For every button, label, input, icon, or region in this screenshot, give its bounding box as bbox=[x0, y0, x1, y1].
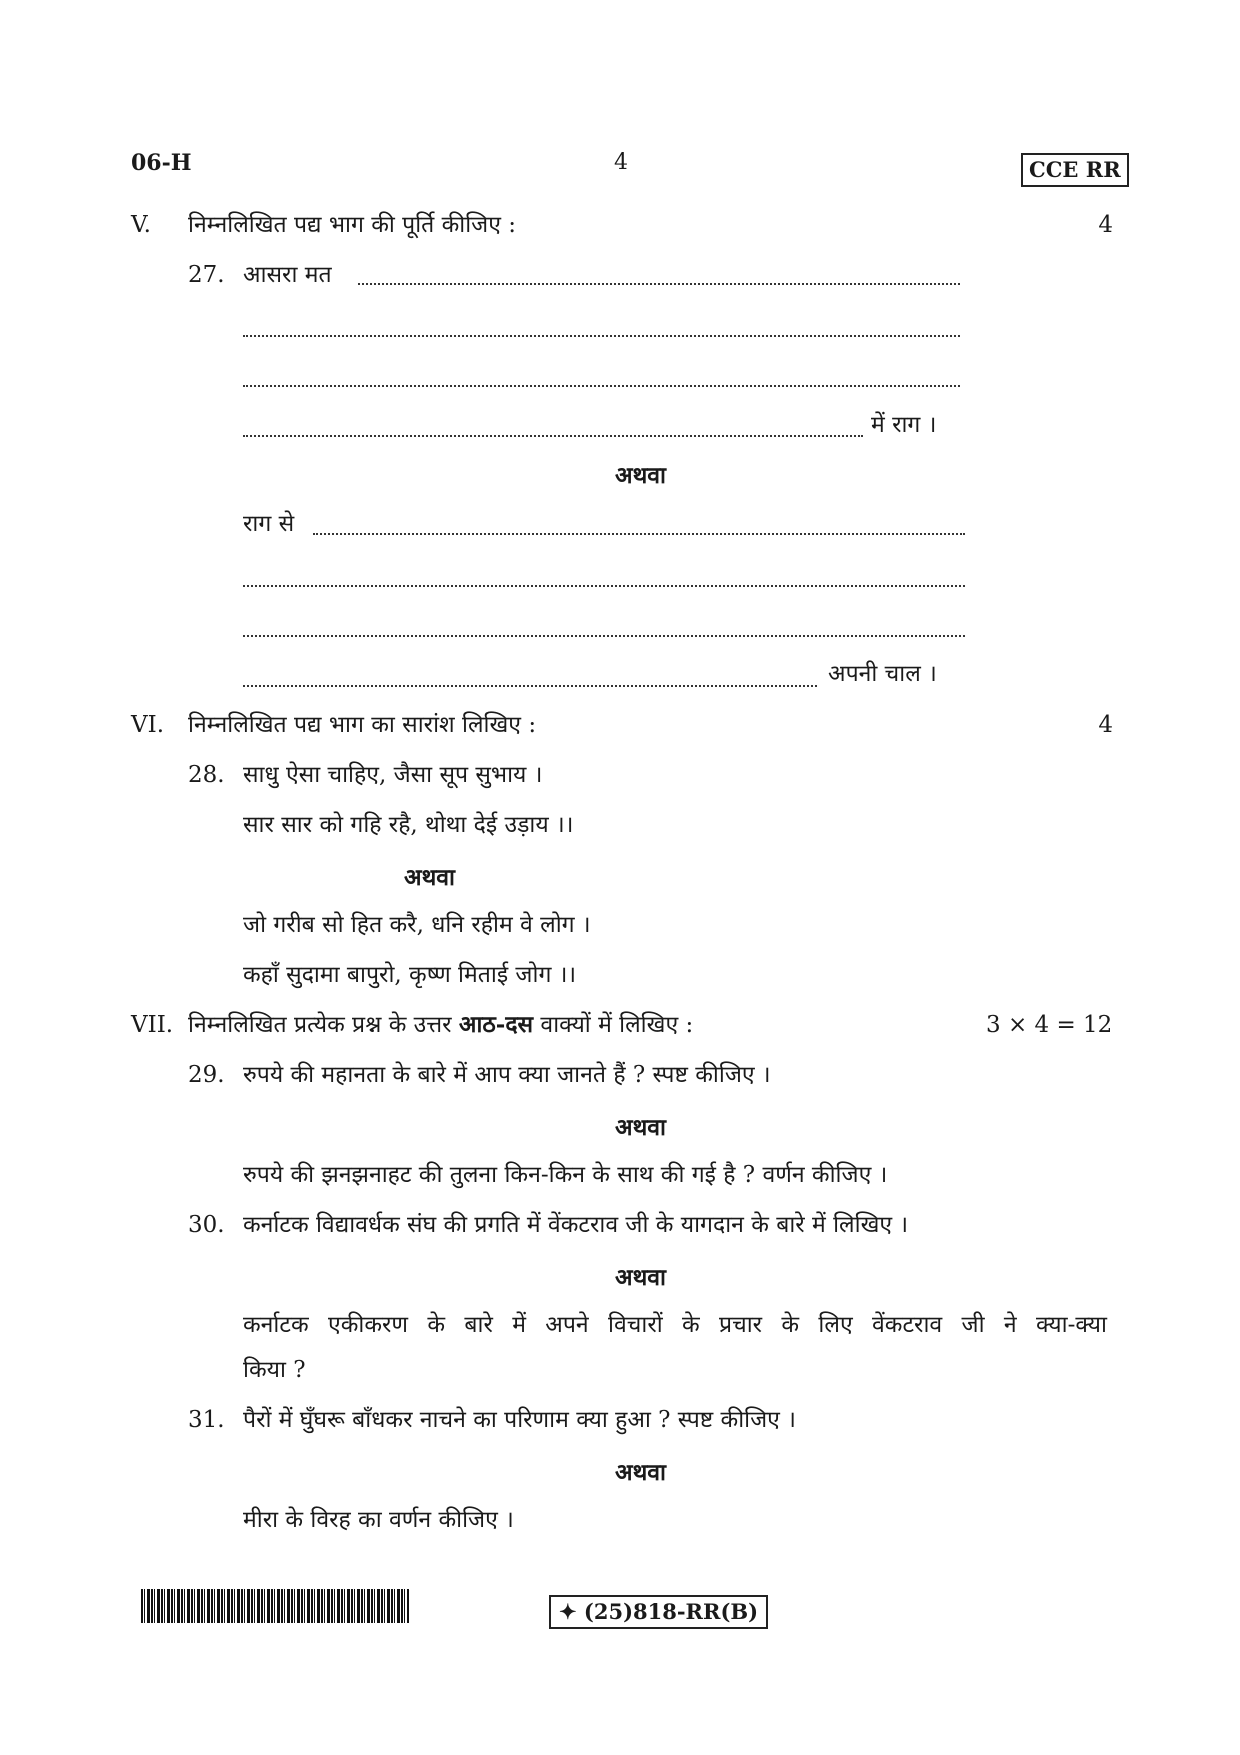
word: बारे bbox=[464, 1312, 493, 1338]
footer-code: ✦ (25)818-RR(B) bbox=[549, 1595, 768, 1629]
q27-blank-3 bbox=[243, 385, 960, 387]
q30-alt-line-1 bbox=[243, 1310, 1107, 1340]
section-v-marks: 4 bbox=[1098, 212, 1113, 238]
series-badge: CCE RR bbox=[1021, 153, 1129, 187]
q27-alt-end-text: अपनी चाल । bbox=[828, 661, 937, 687]
word: एकीकरण bbox=[327, 1312, 409, 1338]
q27-alt-start-text: राग से bbox=[243, 511, 295, 537]
q29-number: 29. bbox=[188, 1062, 225, 1088]
word: क्या-क्या bbox=[1036, 1312, 1107, 1338]
q27-start-text: आसरा मत bbox=[243, 262, 332, 288]
page-number: 4 bbox=[614, 150, 628, 175]
q27-number: 27. bbox=[188, 262, 225, 288]
section-vii-title-pre: निम्नलिखित प्रत्येक प्रश्न के उत्तर bbox=[188, 1012, 452, 1038]
section-vii-title-post: वाक्यों में लिखिए : bbox=[540, 1012, 694, 1038]
q27-alt-blank-1 bbox=[313, 533, 965, 535]
word: जी bbox=[961, 1312, 985, 1338]
word: के bbox=[427, 1312, 446, 1338]
word: ने bbox=[1003, 1312, 1017, 1338]
q27-alt-blank-4 bbox=[243, 685, 817, 687]
or-heading: अथवा bbox=[615, 462, 667, 489]
section-vii-title-bold: आठ-दस bbox=[458, 1011, 534, 1038]
word: अपने bbox=[545, 1312, 589, 1338]
q27-blank-2 bbox=[243, 335, 960, 337]
paper-code: 06-H bbox=[131, 150, 192, 176]
q28-number: 28. bbox=[188, 762, 225, 788]
q30-alt-line-2: किया ? bbox=[243, 1357, 306, 1383]
or-heading: अथवा bbox=[615, 1264, 667, 1291]
q27-end-text: में राग । bbox=[871, 412, 937, 438]
q30-number: 30. bbox=[188, 1212, 225, 1238]
word: के bbox=[781, 1312, 800, 1338]
section-vi-roman: VI. bbox=[131, 712, 165, 738]
section-vii-title bbox=[188, 1010, 693, 1040]
word: कर्नाटक bbox=[243, 1312, 309, 1338]
q28-line-2: सार सार को गहि रहै, थोथा देई उड़ाय ।। bbox=[243, 812, 574, 838]
section-vi-title: निम्नलिखित पद्य भाग का सारांश लिखिए : bbox=[188, 712, 537, 738]
q27-blank-1 bbox=[358, 283, 960, 285]
or-heading: अथवा bbox=[404, 864, 456, 891]
word: लिए bbox=[818, 1312, 853, 1338]
q29-alt-text: रुपये की झनझनाहट की तुलना किन-किन के साथ की गई है ? वर्णन कीजिए । bbox=[243, 1162, 888, 1188]
q30-text: कर्नाटक विद्यावर्धक संघ की प्रगति में वेंकटराव जी के यागदान के बारे में लिखिए । bbox=[243, 1212, 909, 1238]
word: के bbox=[682, 1312, 700, 1338]
section-v-roman: V. bbox=[131, 212, 151, 238]
q27-alt-blank-2 bbox=[243, 585, 965, 587]
word: विचारों bbox=[608, 1312, 663, 1338]
or-heading: अथवा bbox=[615, 1459, 667, 1486]
section-vii-roman: VII. bbox=[131, 1012, 174, 1038]
q28-alt-line-1: जो गरीब सो हित करै, धनि रहीम वे लोग । bbox=[243, 912, 591, 938]
q28-line-1: साधु ऐसा चाहिए, जैसा सूप सुभाय । bbox=[243, 762, 543, 788]
word: में bbox=[512, 1312, 526, 1338]
section-vi-marks: 4 bbox=[1098, 712, 1113, 738]
section-vii-marks: 3 × 4 = 12 bbox=[986, 1012, 1113, 1038]
q31-alt-text: मीरा के विरह का वर्णन कीजिए । bbox=[243, 1507, 514, 1533]
q27-blank-4 bbox=[243, 435, 863, 437]
q27-alt-blank-3 bbox=[243, 635, 965, 637]
q29-text: रुपये की महानता के बारे में आप क्या जानते हैं ? स्पष्ट कीजिए । bbox=[243, 1062, 771, 1088]
q31-number: 31. bbox=[188, 1407, 225, 1433]
q31-text: पैरों में घुँघरू बाँधकर नाचने का परिणाम क्या हुआ ? स्पष्ट कीजिए । bbox=[243, 1407, 796, 1433]
word: वेंकटराव bbox=[872, 1312, 943, 1338]
section-v-title: निम्नलिखित पद्य भाग की पूर्ति कीजिए : bbox=[188, 212, 517, 238]
word: प्रचार bbox=[719, 1312, 763, 1338]
barcode bbox=[141, 1589, 409, 1623]
or-heading: अथवा bbox=[615, 1114, 667, 1141]
q28-alt-line-2: कहाँ सुदामा बापुरो, कृष्ण मिताई जोग ।। bbox=[243, 962, 577, 988]
